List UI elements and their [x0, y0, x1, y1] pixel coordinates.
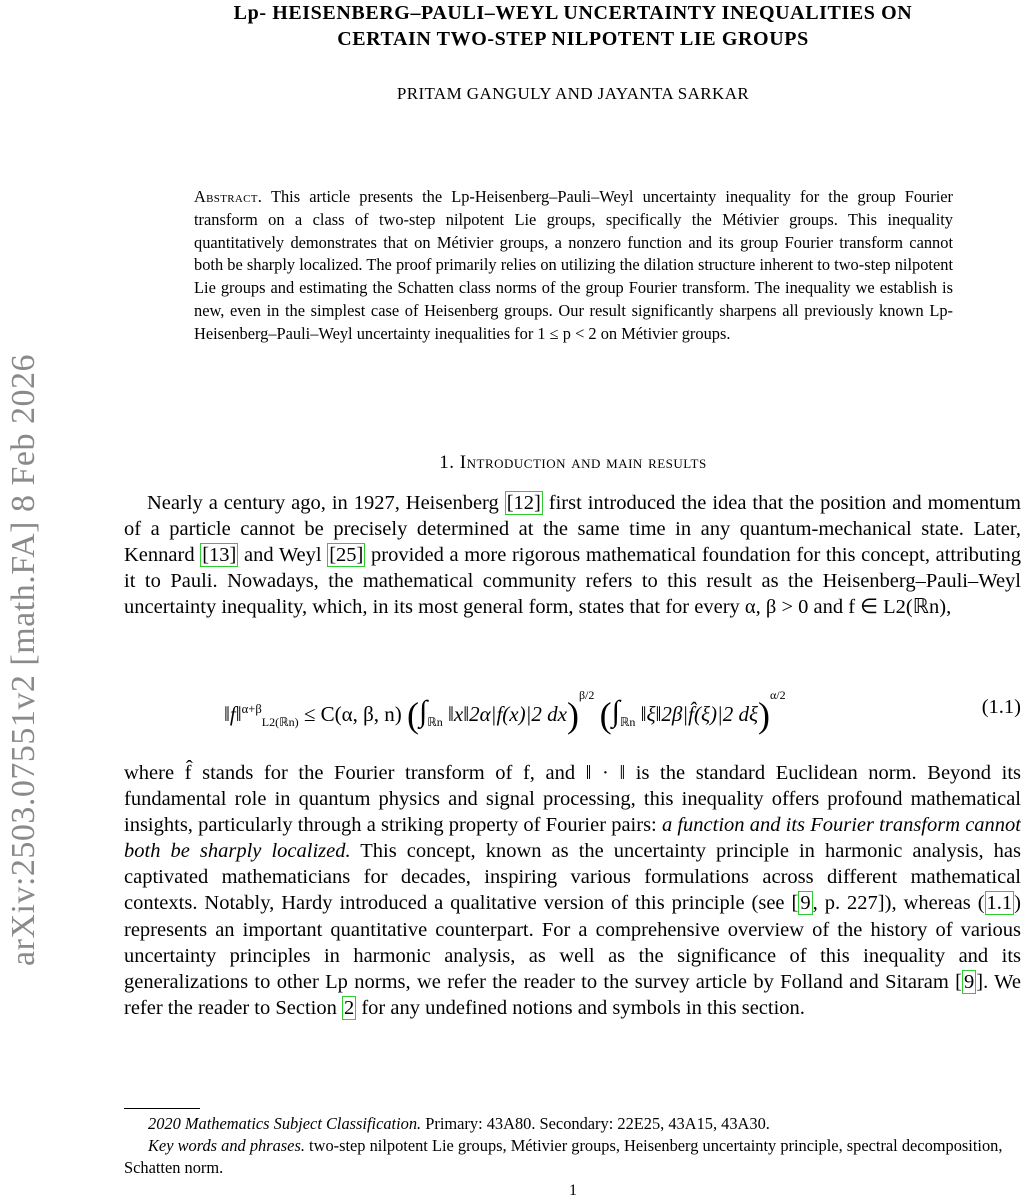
paragraph-italic: a function and its Fourier transform cannot both be sharply localized. [124, 814, 1021, 863]
title-line-2: CERTAIN TWO-STEP NILPOTENT LIE GROUPS [337, 28, 809, 50]
paragraph-text: for any undefined notions and symbols in this section. [361, 996, 805, 1019]
eq-paren-open: ( [599, 695, 612, 735]
paragraph-text: , p. 227]), whereas ( [812, 892, 985, 915]
eq-exp-2: α/2 [769, 688, 786, 702]
paragraph-text: This concept, known as the uncertainty principle in harmonic analysis, has captivated mathematicians for decades, inspiring various formulations across different mathematical contexts. Notably, Hardy introduced a qualitative version of this principle (see [ [124, 840, 1021, 915]
paragraph-text: and Weyl [244, 544, 322, 567]
arxiv-sidebar [2, 220, 46, 1100]
footnote-keywords [124, 1135, 1021, 1179]
section-heading: 1. Introduction and main results [439, 452, 707, 473]
paragraph-text: ]. We refer the reader to Section [124, 970, 1021, 1019]
eq-integrand-2: ‖ξ‖2β|f̂(ξ)|2 dξ [640, 702, 758, 726]
paragraph-text: Nearly a century ago, in 1927, Heisenberg [147, 492, 499, 514]
paragraph-intro [124, 490, 1021, 620]
eq-paren-close: ) [757, 695, 770, 735]
citation-link[interactable]: [25] [329, 544, 364, 567]
section-ref-link[interactable]: 2 [343, 996, 355, 1019]
equation-1-1 [124, 680, 1021, 750]
citation-link[interactable]: 9 [964, 970, 975, 993]
eq-paren-close: ) [566, 695, 579, 735]
msc-text: Primary: 43A80. Secondary: 22E25, 43A15, 43A30. [425, 1114, 770, 1133]
eq-relation: ≤ C(α, β, n) [303, 702, 402, 726]
eq-integrand-1: ‖x‖2α|f(x)|2 dx [448, 702, 567, 726]
equation-body [224, 688, 786, 736]
eq-lhs-sup: α+β [241, 702, 262, 716]
abstract-text: This article presents the Lp-Heisenberg–Pauli–Weyl uncertainty inequality for the group Fourier transform on a class of two-step nilpotent Lie groups, specifically the Métivier groups. This inequality quantitatively demonstrates that on Métivier groups, a nonzero function and its group Fourier transform cannot both be sharply localized. The proof primarily relies on utilizing the dilation structure inherent to two-step nilpotent Lie groups and estimating the Schatten class norms of the group Fourier transform. The inequality we establish is new, even in the simplest case of Heisenberg groups. Our result significantly sharpens all previously known Lp-Heisenberg–Pauli–Weyl uncertainty inequalities for 1 ≤ p < 2 on Métivier groups. [194, 187, 953, 343]
keywords-label: Key words and phrases. [148, 1136, 305, 1155]
citation-link[interactable]: 9 [800, 892, 811, 915]
eq-exp-1: β/2 [578, 688, 595, 702]
eq-paren-open: ( [407, 695, 420, 735]
footnote-msc [124, 1113, 1021, 1135]
eq-domain-1: ℝn [427, 715, 443, 730]
abstract-label: Abstract. [194, 187, 263, 206]
abstract [194, 186, 953, 346]
eq-lhs-sub: L2(ℝn) [261, 715, 299, 730]
paragraph-text: ) represents an important quantitative counterpart. For a comprehensive overview of the history of various uncertainty principles in harmonic analysis, as well as the significance of this inequality and its generalizations to other Lp norms, we refer the reader to the survey article by Folland and Sitaram [ [124, 892, 1021, 993]
eq-integral-2: ∫ [611, 695, 620, 728]
paragraph-text: provided a more rigorous mathematical foundation for this concept, attributing it to Pauli. Nowadays, the mathematical community refers to this result as the Heisenberg–Pauli–Weyl uncertainty inequality, which, in its most general form, states that for every α, β > 0 and f ∈ L2(ℝn), [124, 544, 1021, 619]
eq-integral-1: ∫ [419, 695, 428, 728]
page-number: 1 [569, 1182, 577, 1199]
eq-domain-2: ℝn [619, 715, 636, 730]
footnotes [124, 1113, 1021, 1179]
eq-lhs: ‖f‖ [224, 702, 242, 726]
citation-link[interactable]: [13] [202, 544, 237, 567]
arxiv-identifier: arXiv:2503.07551v2 [math.FA] 8 Feb 2026 [5, 354, 42, 966]
paragraph-text: where f̂ stands for the Fourier transform of f, and ‖ · ‖ is the standard Euclidean norm. Beyond its fundamental role in quantum physics and signal processing, this inequality offers profound mathematical insights, particularly through a striking property of Fourier pairs: [124, 762, 1021, 837]
footnote-rule [124, 1108, 200, 1109]
equation-number: (1.1) [981, 696, 1021, 718]
paper-title [125, 0, 1021, 52]
keywords-text: two-step nilpotent Lie groups, Métivier groups, Heisenberg uncertainty principle, spectral decomposition, Schatten norm. [124, 1136, 1003, 1177]
equation-ref-link[interactable]: 1.1 [986, 892, 1013, 915]
authors: PRITAM GANGULY AND JAYANTA SARKAR [396, 84, 750, 103]
paragraph-body [124, 760, 1021, 1021]
title-line-1: Lp- HEISENBERG–PAULI–WEYL UNCERTAINTY INEQUALITIES ON [233, 2, 913, 24]
paragraph-text: first introduced the idea that the position and momentum of a particle cannot be precisely determined at the same time in any quantum-mechanical state. Later, Kennard [124, 492, 1021, 567]
citation-link[interactable]: [12] [506, 492, 541, 514]
msc-label: 2020 Mathematics Subject Classification. [148, 1114, 422, 1133]
